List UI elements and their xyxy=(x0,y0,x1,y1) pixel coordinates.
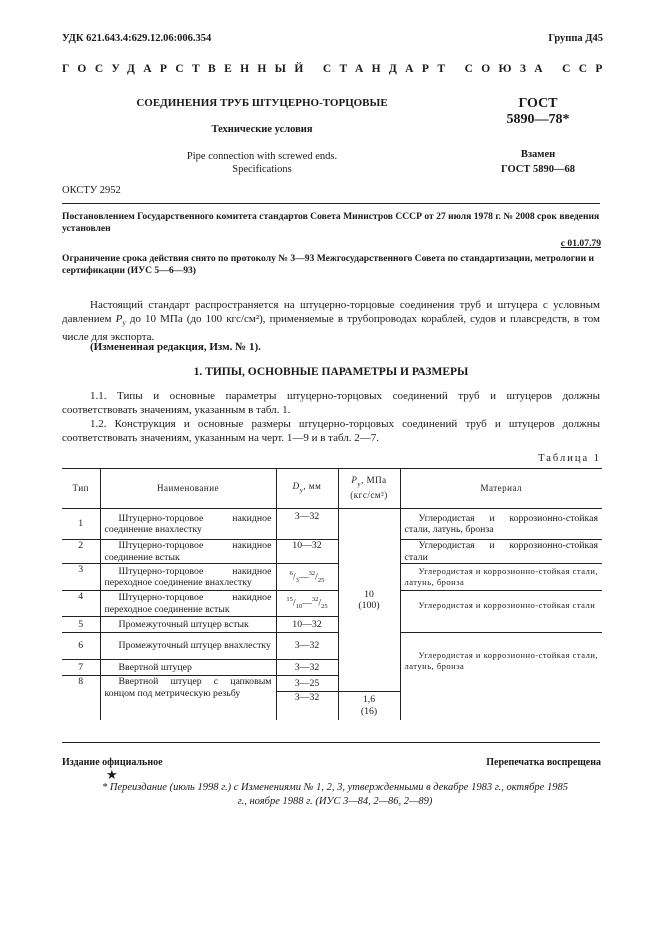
cell-name: Ввертной штуцер с цапковым концом под метрическую резьбу xyxy=(100,676,276,720)
amendment-note: (Измененная редакция, Изм. № 1). xyxy=(90,341,261,353)
cell-type: 4 xyxy=(78,591,84,602)
document-title: СОЕДИНЕНИЯ ТРУБ ШТУЦЕРНО-ТОРЦОВЫЕ xyxy=(136,97,388,109)
dy-num-a: 6 xyxy=(289,569,293,577)
cell-name: Штуцерно-торцовое накидное соединение встык xyxy=(100,540,276,564)
material-text: Углеродистая и коррозионно-стойкая стали, латунь, бронза xyxy=(404,649,598,672)
official-edition: Издание официальное xyxy=(62,757,163,768)
okstu-code: ОКСТУ 2952 xyxy=(62,185,121,196)
cell-name: Штуцерно-торцовое накидное соединение внахлестку xyxy=(100,509,276,540)
col-header-dy xyxy=(276,469,338,509)
divider xyxy=(62,203,600,204)
dy-symbol: D xyxy=(292,480,300,491)
dy-subscript: у xyxy=(299,486,304,494)
pressure-main-value: 10 xyxy=(364,588,374,600)
col-header-name: Наименование xyxy=(100,469,276,509)
cell-material xyxy=(400,591,602,633)
py-alt-unit: (кгс/см²) xyxy=(350,490,388,501)
cell-type: 5 xyxy=(78,618,84,630)
cell-material xyxy=(400,509,602,540)
cell-name: Ввертной штуцер xyxy=(100,660,276,676)
material-text: Углеродистая и коррозионно-стойкая стали, латунь, бронза xyxy=(404,512,598,535)
material-text: Углеродистая и коррозионно-стойкая стали xyxy=(418,599,596,610)
paragraph-1-1: 1.1. Типы и основные параметры штуцерно-торцовых соединений труб и штуцеров должны соответствовать значениям, указанным в табл. 1. xyxy=(62,390,600,416)
cell-type: 8 xyxy=(78,676,84,687)
table-caption: Таблица 1 xyxy=(538,453,601,464)
cell-name: Штуцерно-торцовое накидное переходное соединение внахлестку xyxy=(100,564,276,591)
col-header-material: Материал xyxy=(400,469,602,509)
english-title xyxy=(62,150,462,176)
types-table xyxy=(62,468,602,720)
group-code: Группа Д45 xyxy=(548,33,603,44)
reissue-note: * Переиздание (июль 1998 г.) с Изменениями № 1, 2, 3, утвержденными в декабре 1983 г., октябре 1985 г., ноябре 1988 г. (ИУС 3—84, 2—86, 2—89) xyxy=(102,782,568,807)
pressure-symbol: P xyxy=(115,313,123,325)
cell-pressure-low xyxy=(338,692,400,720)
material-text: Углеродистая и коррозионно-стойкая стали, латунь, бронза xyxy=(404,565,598,587)
cell-dy: 10—32 xyxy=(276,617,338,633)
english-title-line2: Specifications xyxy=(232,164,292,175)
effective-date: с 01.07.79 xyxy=(560,238,601,249)
udk-code: УДК 621.643.4:629.12.06:006.354 xyxy=(62,33,212,44)
intro-paragraph xyxy=(62,298,600,344)
cell-type: 7 xyxy=(78,661,84,673)
cell-material xyxy=(400,564,602,591)
cell-material xyxy=(400,633,602,720)
intro-text-end: до 10 МПа (до 100 кгс/см²), применяемые в трубопроводах кораблей, судов и плавсредств, в том числе для экспорта. xyxy=(62,313,600,344)
col-header-py xyxy=(338,469,400,509)
section-heading: 1. ТИПЫ, ОСНОВНЫЕ ПАРАМЕТРЫ И РАЗМЕРЫ xyxy=(193,366,469,378)
gost-number xyxy=(488,96,588,128)
table-row xyxy=(62,591,602,617)
py-symbol: P xyxy=(351,475,358,486)
dy-den-d: 25 xyxy=(321,603,328,611)
cell-dy: 3—32 xyxy=(276,509,338,540)
table-row xyxy=(62,564,602,591)
dy-den-b: 10 xyxy=(295,603,303,611)
cell-dy: $^6/_3—^{32}/_{25}$ xyxy=(276,564,338,591)
cell-name: Промежуточный штуцер встык xyxy=(100,617,276,633)
pressure-low-alt: (16) xyxy=(360,705,378,717)
pressure-low-value: 1,6 xyxy=(362,694,376,706)
dy-den-b: 3 xyxy=(295,576,299,584)
replaces-label: Взамен xyxy=(520,149,556,160)
star-icon: ★ xyxy=(106,767,118,782)
table-row xyxy=(62,509,602,540)
english-title-line1: Pipe connection with screwed ends. xyxy=(186,151,338,162)
table-header-row xyxy=(62,469,602,509)
gost-code: 5890—78* xyxy=(506,112,570,127)
cell-dy-alt: 3—32 xyxy=(276,692,338,720)
gost-label: ГОСТ xyxy=(518,96,558,111)
material-text: Углеродистая и коррозионно-стойкая стали xyxy=(404,540,598,563)
cell-dy: 3—32 xyxy=(276,633,338,660)
dy-num-c: 32 xyxy=(311,596,319,604)
dy-num-a: 15 xyxy=(286,596,293,604)
cell-pressure-main xyxy=(338,509,400,692)
decree-text: Постановлением Государственного комитета стандартов Совета Министров СССР от 27 июля 1978 г. № 2008 срок введения установлен xyxy=(62,211,600,234)
table-row xyxy=(62,540,602,564)
col-header-type: Тип xyxy=(62,469,100,509)
cell-material xyxy=(400,540,602,564)
cell-dy: 10—32 xyxy=(276,540,338,564)
cell-name: Промежуточный штуцер внахлестку xyxy=(100,633,276,660)
paragraph-1-2: 1.2. Конструкция и основные размеры штуцерно-торцовых соединений труб и штуцеров должны соответствовать значениям, указанным на черт. 1—9 и в табл. 2—7. xyxy=(62,418,600,444)
pressure-subscript: у xyxy=(122,319,126,328)
cell-type: 2 xyxy=(78,540,84,551)
table-row xyxy=(62,633,602,660)
py-subscript: у xyxy=(357,480,362,488)
cell-name: Штуцерно-торцовое накидное переходное соединение встык xyxy=(100,591,276,617)
replaced-gost: ГОСТ 5890—68 xyxy=(501,164,575,175)
replaces-block xyxy=(478,147,598,177)
pressure-main-alt: (100) xyxy=(358,600,380,611)
footer-divider xyxy=(62,742,600,743)
dy-num-c: 32 xyxy=(308,569,316,577)
cell-type: 1 xyxy=(78,518,84,530)
reprint-notice: Перепечатка воспрещена xyxy=(486,757,601,768)
cell-dy: 3—32 xyxy=(276,660,338,676)
intro-text-start: Настоящий стандарт распространяется на штуцерно-торцовые соединения труб и штуцера с условным давлением xyxy=(62,299,600,325)
document-subtitle: Технические условия xyxy=(211,124,313,135)
cell-type: 3 xyxy=(78,564,84,575)
limitation-text: Ограничение срока действия снято по протоколу № 3—93 Межгосударственного Совета по стандартизации, метрологии и сертификации (ИУС 5—6—93) xyxy=(62,253,595,276)
dy-den-d: 25 xyxy=(317,576,325,584)
cell-dy: $^{15}/_{10}—^{32}/_{25}$ xyxy=(276,591,338,617)
py-unit: , МПа xyxy=(361,475,387,486)
state-standard-banner: ГОСУДАРСТВЕННЫЙ СТАНДАРТ СОЮЗА ССР xyxy=(62,63,611,75)
cell-dy: 3—25 xyxy=(276,676,338,692)
cell-type: 6 xyxy=(78,640,84,652)
dy-unit: , мм xyxy=(303,480,322,491)
